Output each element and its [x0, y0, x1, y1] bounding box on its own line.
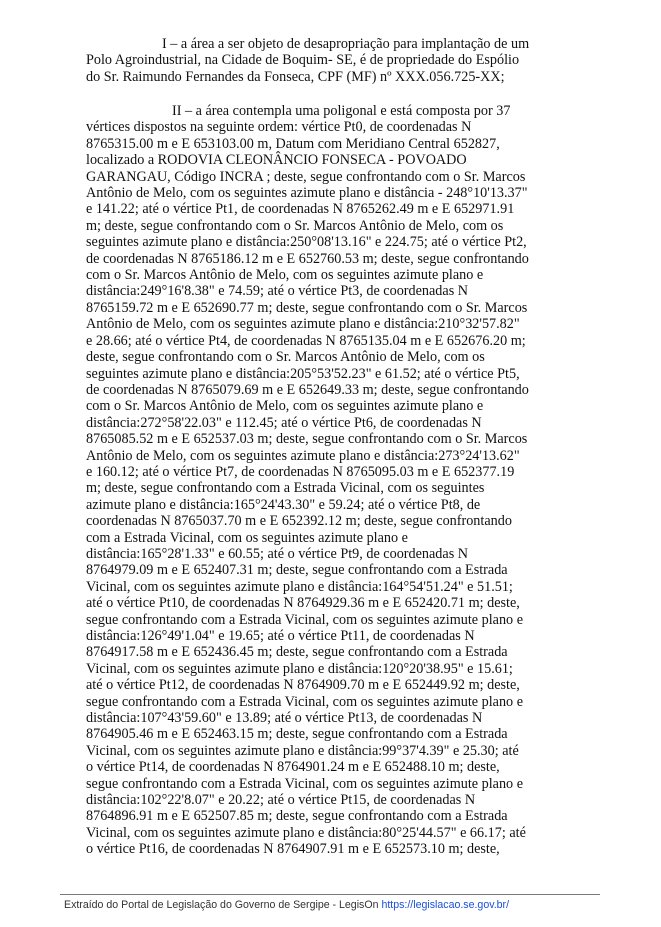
- text-line: I – a área a ser objeto de desapropriação para implantação de um: [162, 36, 530, 52]
- paragraph-1: [86, 36, 591, 85]
- text-line: até o vértice Pt10, de coordenadas N 8764929.36 m e E 652420.71 m; deste,: [86, 595, 520, 612]
- text-line: 8765085.52 m e E 652537.03 m; deste, segue confrontando com o Sr. Marcos: [86, 431, 528, 448]
- text-line: Antônio de Melo, com os seguintes azimute plano e distância - 248°10'13.37": [86, 185, 528, 202]
- text-line: GARANGAU, Código INCRA ; deste, segue confrontando com o Sr. Marcos: [86, 168, 526, 185]
- text-line: distância:249°16'8.38" e 74.59; até o vértice Pt3, de coordenadas N: [86, 283, 469, 300]
- text-line: 8764917.58 m e E 652436.45 m; deste, segue confrontando com a Estrada: [86, 644, 508, 661]
- text-line: do Sr. Raimundo Fernandes da Fonseca, CPF (MF) nº XXX.056.725-XX;: [86, 68, 505, 85]
- text-line: de coordenadas N 8765186.12 m e E 652760.53 m; deste, segue confrontando: [86, 250, 529, 267]
- text-line: com a Estrada Vicinal, com os seguintes azimute plano e: [86, 529, 408, 546]
- text-line: até o vértice Pt12, de coordenadas N 8764909.70 m e E 652449.92 m; deste,: [86, 677, 520, 694]
- text-line: azimute plano e distância:165°24'43.30" e 59.24; até o vértice Pt8, de: [86, 496, 481, 513]
- text-line: 8765315.00 m e E 653103.00 m, Datum com Meridiano Central 652827,: [86, 135, 500, 152]
- text-line: Vicinal, com os seguintes azimute plano e distância:120°20'38.95" e 15.61;: [86, 660, 513, 677]
- text-line: deste, segue confrontando com o Sr. Marcos Antônio de Melo, com os: [86, 349, 485, 366]
- text-line: Vicinal, com os seguintes azimute plano e distância:164°54'51.24" e 51.51;: [86, 578, 513, 595]
- text-line: localizado a RODOVIA CLEONÂNCIO FONSECA - POVOADO: [86, 152, 467, 169]
- text-line: 8764896.91 m e E 652507.85 m; deste, segue confrontando com a Estrada: [86, 808, 508, 825]
- text-line: Vicinal, com os seguintes azimute plano e distância:99°37'4.39" e 25.30; até: [86, 742, 519, 759]
- footer-divider: [60, 894, 600, 895]
- paragraph-2: [86, 103, 601, 858]
- text-line: o vértice Pt16, de coordenadas N 8764907.91 m e E 652573.10 m; deste,: [86, 841, 500, 858]
- text-line: Vicinal, com os seguintes azimute plano e distância:80°25'44.57" e 66.17; até: [86, 824, 526, 841]
- text-line: 8764905.46 m e E 652463.15 m; deste, segue confrontando com a Estrada: [86, 726, 508, 743]
- footer-link[interactable]: https://legislacao.se.gov.br/: [381, 899, 510, 911]
- text-line: m; deste, segue confrontando com o Sr. Marcos Antônio de Melo, com os: [86, 217, 504, 234]
- footer-text: Extraído do Portal de Legislação do Governo de Sergipe - LegisOn: [64, 899, 379, 911]
- text-line: e 28.66; até o vértice Pt4, de coordenadas N 8765135.04 m e E 652676.20 m;: [86, 332, 526, 349]
- text-line: 8765159.72 m e E 652690.77 m; deste, segue confrontando com o Sr. Marcos: [86, 299, 528, 316]
- text-line: seguintes azimute plano e distância:205°53'52.23" e 61.52; até o vértice Pt5,: [86, 365, 520, 382]
- text-line: distância:272°58'22.03" e 112.45; até o vértice Pt6, de coordenadas N: [86, 414, 482, 431]
- text-line: segue confrontando com a Estrada Vicinal, com os seguintes azimute plano e: [86, 693, 523, 710]
- text-line: segue confrontando com a Estrada Vicinal, com os seguintes azimute plano e: [86, 611, 523, 628]
- text-line: distância:165°28'1.33" e 60.55; até o vértice Pt9, de coordenadas N: [86, 545, 469, 562]
- text-line: seguintes azimute plano e distância:250°08'13.16" e 224.75; até o vértice Pt2,: [86, 234, 527, 251]
- text-line: de coordenadas N 8765079.69 m e E 652649.33 m; deste, segue confrontando: [86, 381, 529, 398]
- text-line: m; deste, segue confrontando com a Estrada Vicinal, com os seguintes: [86, 480, 485, 497]
- text-line: segue confrontando com a Estrada Vicinal, com os seguintes azimute plano e: [86, 775, 523, 792]
- text-line: Antônio de Melo, com os seguintes azimute plano e distância:210°32'57.82": [86, 316, 520, 333]
- text-line: Antônio de Melo, com os seguintes azimute plano e distância:273°24'13.62": [86, 447, 520, 464]
- text-line: distância:107°43'59.60" e 13.89; até o vértice Pt13, de coordenadas N: [86, 710, 483, 727]
- text-line: e 160.12; até o vértice Pt7, de coordenadas N 8765095.03 m e E 652377.19: [86, 463, 515, 480]
- text-line: distância:102°22'8.07" e 20.22; até o vértice Pt15, de coordenadas N: [86, 792, 476, 809]
- text-line: coordenadas N 8765037.70 m e E 652392.12 m; deste, segue confrontando: [86, 513, 512, 530]
- text-line: com o Sr. Marcos Antônio de Melo, com os seguintes azimute plano e: [86, 267, 484, 284]
- text-line: distância:126°49'1.04" e 19.65; até o vértice Pt11, de coordenadas N: [86, 628, 475, 644]
- text-line: e 141.22; até o vértice Pt1, de coordenadas N 8765262.49 m e E 652971.91: [86, 201, 515, 218]
- text-line: o vértice Pt14, de coordenadas N 8764901.24 m e E 652488.10 m; deste,: [86, 759, 500, 776]
- text-line: com o Sr. Marcos Antônio de Melo, com os seguintes azimute plano e: [86, 398, 484, 415]
- text-line: vértices dispostos na seguinte ordem: vértice Pt0, de coordenadas N: [86, 119, 472, 136]
- text-line: II – a área contempla uma poligonal e está composta por 37: [172, 103, 511, 119]
- text-line: 8764979.09 m e E 652407.31 m; deste, segue confrontando com a Estrada: [86, 562, 508, 579]
- text-line: Polo Agroindustrial, na Cidade de Boquim- SE, é de propriedade do Espólio: [86, 52, 520, 69]
- footer: [64, 899, 604, 912]
